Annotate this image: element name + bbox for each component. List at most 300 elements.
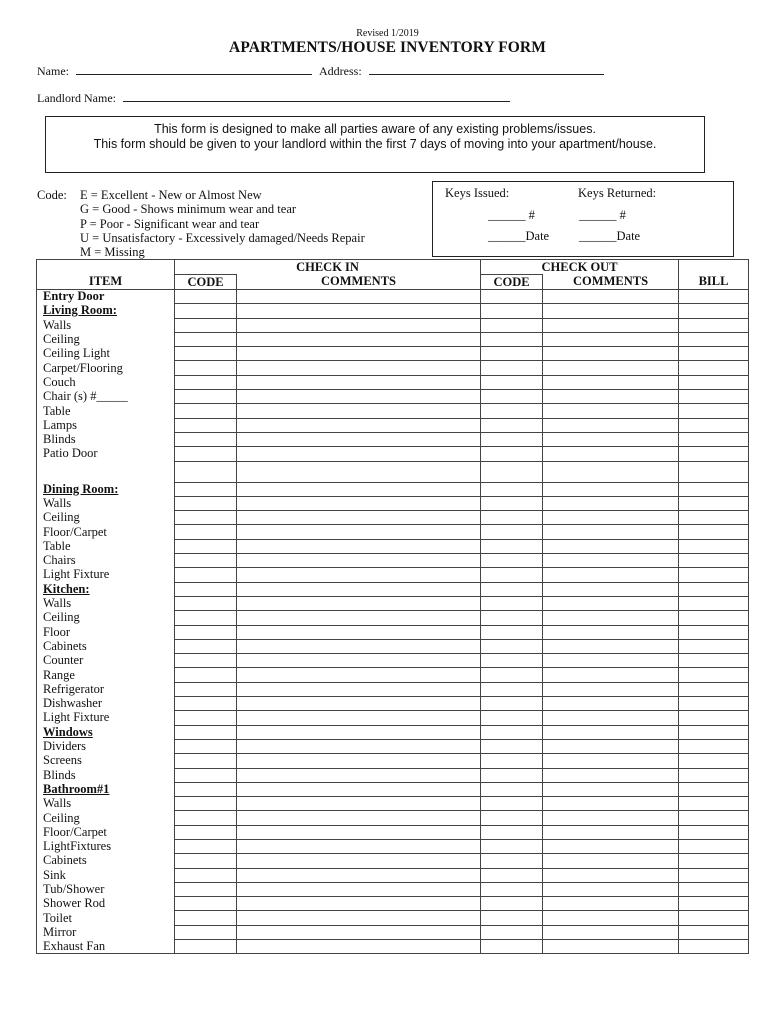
check-in-comments-cell[interactable] [237,582,481,596]
bill-cell[interactable] [679,511,749,525]
check-in-code-cell[interactable] [175,596,237,610]
table-row [37,361,749,375]
item-label: Tub/Shower [37,882,175,896]
check-out-comments-cell[interactable] [543,725,679,739]
address-field[interactable] [369,65,604,75]
check-in-comments-cell[interactable] [237,911,481,925]
bill-cell[interactable] [679,582,749,596]
check-in-comments-cell[interactable] [237,418,481,432]
check-out-code-cell[interactable] [481,768,543,782]
check-out-code-cell[interactable] [481,754,543,768]
check-out-comments-cell[interactable] [543,754,679,768]
check-in-comments-cell[interactable] [237,625,481,639]
check-out-comments-cell[interactable] [543,811,679,825]
check-in-code-cell[interactable] [175,304,237,318]
table-row [37,404,749,418]
table-row [37,911,749,925]
item-label: Bathroom#1 [37,782,175,796]
table-row [37,432,749,446]
check-out-code-cell[interactable] [481,868,543,882]
item-label: Chair (s) #_____ [37,390,175,404]
check-in-comments-cell[interactable] [237,754,481,768]
code-unsatisfactory: U = Unsatisfactory - Excessively damaged/Needs Repair [80,230,365,245]
check-out-code-cell[interactable] [481,332,543,346]
check-out-comments-cell[interactable] [543,911,679,925]
bill-cell[interactable] [679,839,749,853]
check-in-code-cell[interactable] [175,782,237,796]
check-in-code-cell[interactable] [175,725,237,739]
check-out-code-cell[interactable] [481,404,543,418]
check-in-code-cell[interactable] [175,839,237,853]
check-out-code-cell[interactable] [481,911,543,925]
check-out-comments-cell[interactable] [543,682,679,696]
item-label: Chairs [37,554,175,568]
check-in-code-cell[interactable] [175,897,237,911]
check-in-comments-cell[interactable] [237,390,481,404]
check-out-code-cell[interactable] [481,568,543,582]
check-in-code-cell[interactable] [175,361,237,375]
bill-cell[interactable] [679,654,749,668]
check-in-code-cell[interactable] [175,625,237,639]
table-row [37,525,749,539]
bill-cell[interactable] [679,461,749,482]
bill-cell[interactable] [679,797,749,811]
check-out-comments-cell[interactable] [543,797,679,811]
check-out-code-cell[interactable] [481,539,543,553]
bill-cell[interactable] [679,854,749,868]
check-out-comments-cell[interactable] [543,882,679,896]
check-in-code-cell[interactable] [175,347,237,361]
check-in-comments-cell[interactable] [237,554,481,568]
bill-cell[interactable] [679,725,749,739]
table-row [37,825,749,839]
item-label: Couch [37,375,175,389]
code-label: Code: [37,188,67,202]
keys-issued-count[interactable]: ______ # [488,208,535,222]
table-row [37,725,749,739]
table-row [37,782,749,796]
check-out-comments-cell[interactable] [543,925,679,939]
check-in-code-cell[interactable] [175,811,237,825]
check-in-code-cell[interactable] [175,882,237,896]
bill-cell[interactable] [679,304,749,318]
item-label: Ceiling [37,611,175,625]
check-out-code-cell[interactable] [481,811,543,825]
check-out-code-cell[interactable] [481,839,543,853]
check-out-code-cell[interactable] [481,290,543,304]
check-in-comments-cell[interactable] [237,525,481,539]
check-out-code-cell[interactable] [481,361,543,375]
check-out-comments-cell[interactable] [543,290,679,304]
bill-cell[interactable] [679,782,749,796]
table-row [37,539,749,553]
bill-cell[interactable] [679,825,749,839]
bill-cell[interactable] [679,754,749,768]
check-out-code-cell[interactable] [481,596,543,610]
check-out-comments-cell[interactable] [543,697,679,711]
check-out-code-cell[interactable] [481,854,543,868]
check-out-code-cell[interactable] [481,725,543,739]
table-row [37,868,749,882]
bill-cell[interactable] [679,390,749,404]
code-poor: P = Poor - Significant wear and tear [80,216,260,231]
check-out-code-cell[interactable] [481,682,543,696]
check-in-comments-cell[interactable] [237,697,481,711]
notice-line-2: This form should be given to your landlord within the first 7 days of moving into your apartment/house. [93,137,657,151]
check-in-comments-cell[interactable] [237,839,481,853]
code-legend [80,188,365,259]
check-in-code-cell[interactable] [175,554,237,568]
check-out-code-header: CODE [481,275,543,290]
check-out-code-cell[interactable] [481,582,543,596]
check-out-comments-cell[interactable] [543,525,679,539]
bill-cell[interactable] [679,611,749,625]
table-row [37,596,749,610]
check-in-comments-cell[interactable] [237,668,481,682]
check-in-code-cell[interactable] [175,404,237,418]
item-label: Walls [37,318,175,332]
table-row [37,768,749,782]
check-out-code-cell[interactable] [481,668,543,682]
bill-cell[interactable] [679,811,749,825]
table-row [37,511,749,525]
check-in-code-cell[interactable] [175,539,237,553]
check-in-comments-cell[interactable] [237,825,481,839]
bill-cell[interactable] [679,697,749,711]
item-label: Table [37,539,175,553]
check-out-code-cell[interactable] [481,318,543,332]
table-row [37,347,749,361]
check-out-code-cell[interactable] [481,882,543,896]
check-in-code-cell[interactable] [175,768,237,782]
bill-cell[interactable] [679,768,749,782]
check-in-comments-cell[interactable] [237,304,481,318]
check-out-comments-cell[interactable] [543,582,679,596]
check-in-code-cell[interactable] [175,290,237,304]
check-in-comments-cell[interactable] [237,611,481,625]
check-out-comments-cell[interactable] [543,418,679,432]
check-out-code-cell[interactable] [481,418,543,432]
check-in-code-cell[interactable] [175,711,237,725]
check-in-code-cell[interactable] [175,332,237,346]
check-in-comments-cell[interactable] [237,375,481,389]
check-out-comments-cell[interactable] [543,868,679,882]
check-in-comments-cell[interactable] [237,897,481,911]
check-out-comments-cell[interactable] [543,318,679,332]
check-in-code-cell[interactable] [175,482,237,496]
check-in-code-cell[interactable] [175,418,237,432]
check-in-comments-cell[interactable] [237,797,481,811]
bill-cell[interactable] [679,482,749,496]
check-out-code-cell[interactable] [481,654,543,668]
check-in-comments-cell[interactable] [237,496,481,510]
check-out-comments-cell[interactable] [543,739,679,753]
check-out-comments-cell[interactable] [543,568,679,582]
check-in-code-cell[interactable] [175,754,237,768]
check-in-code-header: CODE [175,275,237,290]
item-label: Exhaust Fan [37,940,175,954]
check-out-comments-cell[interactable] [543,611,679,625]
keys-issued-label: Keys Issued: [445,186,510,200]
check-in-code-cell[interactable] [175,318,237,332]
check-out-comments-cell[interactable] [543,304,679,318]
check-out-code-cell[interactable] [481,432,543,446]
bill-cell[interactable] [679,347,749,361]
check-in-comments-cell[interactable] [237,482,481,496]
check-out-comments-cell[interactable] [543,432,679,446]
bill-cell[interactable] [679,940,749,954]
bill-cell[interactable] [679,868,749,882]
check-out-code-cell[interactable] [481,347,543,361]
check-in-code-cell[interactable] [175,582,237,596]
check-in-comments-cell[interactable] [237,739,481,753]
check-out-comments-cell[interactable] [543,482,679,496]
check-in-code-cell[interactable] [175,868,237,882]
bill-cell[interactable] [679,539,749,553]
item-label: Cabinets [37,854,175,868]
check-in-code-cell[interactable] [175,911,237,925]
check-in-code-cell[interactable] [175,432,237,446]
check-out-comments-cell[interactable] [543,461,679,482]
check-out-code-cell[interactable] [481,711,543,725]
item-label: LightFixtures [37,839,175,853]
check-in-comments-cell[interactable] [237,725,481,739]
bill-cell[interactable] [679,554,749,568]
check-in-comments-cell[interactable] [237,639,481,653]
table-row [37,811,749,825]
check-in-comments-cell[interactable] [237,404,481,418]
bill-cell[interactable] [679,625,749,639]
bill-cell[interactable] [679,682,749,696]
check-in-comments-cell[interactable] [237,768,481,782]
bill-cell[interactable] [679,911,749,925]
keys-returned-count[interactable]: ______ # [579,208,626,222]
table-row [37,697,749,711]
item-label: Carpet/Flooring [37,361,175,375]
check-out-comments-cell[interactable] [543,539,679,553]
check-in-code-cell[interactable] [175,611,237,625]
bill-cell[interactable] [679,318,749,332]
check-out-code-cell[interactable] [481,554,543,568]
bill-cell[interactable] [679,668,749,682]
item-label: Lamps [37,418,175,432]
check-in-comments-cell[interactable] [237,361,481,375]
check-out-code-cell[interactable] [481,511,543,525]
check-in-comments-cell[interactable] [237,596,481,610]
check-out-comments-cell[interactable] [543,782,679,796]
bill-cell[interactable] [679,361,749,375]
bill-cell[interactable] [679,332,749,346]
check-out-header: CHECK OUT [481,260,679,275]
name-field[interactable] [76,65,312,75]
check-out-comments-cell[interactable] [543,625,679,639]
check-in-code-cell[interactable] [175,447,237,461]
table-row [37,739,749,753]
bill-cell[interactable] [679,418,749,432]
check-out-code-cell[interactable] [481,639,543,653]
table-row [37,639,749,653]
item-label: Floor/Carpet [37,825,175,839]
check-out-comments-cell[interactable] [543,668,679,682]
notice-box [45,116,705,173]
check-in-code-cell[interactable] [175,682,237,696]
check-in-comments-cell[interactable] [237,811,481,825]
bill-cell[interactable] [679,568,749,582]
bill-cell[interactable] [679,711,749,725]
check-out-comments-cell[interactable] [543,511,679,525]
table-row [37,897,749,911]
check-in-comments-cell[interactable] [237,568,481,582]
check-out-comments-cell[interactable] [543,854,679,868]
bill-cell[interactable] [679,882,749,896]
landlord-label: Landlord Name: [37,91,116,105]
check-in-code-cell[interactable] [175,654,237,668]
bill-cell[interactable] [679,496,749,510]
bill-cell[interactable] [679,432,749,446]
check-in-code-cell[interactable] [175,668,237,682]
keys-returned-date[interactable]: ______Date [579,229,641,243]
item-label: Cabinets [37,639,175,653]
check-in-code-cell[interactable] [175,496,237,510]
check-in-comments-cell[interactable] [237,868,481,882]
keys-returned-label: Keys Returned: [578,186,657,200]
item-label: Floor [37,625,175,639]
check-out-comments-cell[interactable] [543,496,679,510]
check-in-code-cell[interactable] [175,511,237,525]
check-in-code-cell[interactable] [175,739,237,753]
check-in-code-cell[interactable] [175,825,237,839]
bill-cell[interactable] [679,739,749,753]
check-out-code-cell[interactable] [481,739,543,753]
check-in-comments-cell[interactable] [237,290,481,304]
item-label [37,461,175,482]
item-label: Ceiling [37,332,175,346]
check-out-comments-cell[interactable] [543,940,679,954]
landlord-field[interactable] [123,92,510,102]
check-in-code-cell[interactable] [175,525,237,539]
check-out-code-cell[interactable] [481,925,543,939]
check-in-comments-cell[interactable] [237,332,481,346]
check-out-comments-cell[interactable] [543,596,679,610]
check-in-code-cell[interactable] [175,390,237,404]
check-out-comments-cell[interactable] [543,347,679,361]
table-row [37,682,749,696]
check-in-code-cell[interactable] [175,940,237,954]
check-in-code-cell[interactable] [175,797,237,811]
check-out-code-cell[interactable] [481,940,543,954]
bill-cell[interactable] [679,375,749,389]
bill-cell[interactable] [679,897,749,911]
table-row [37,611,749,625]
check-out-code-cell[interactable] [481,797,543,811]
check-in-comments-cell[interactable] [237,318,481,332]
check-in-comments-cell[interactable] [237,654,481,668]
item-label: Counter [37,654,175,668]
check-out-comments-cell[interactable] [543,839,679,853]
check-out-comments-cell[interactable] [543,375,679,389]
bill-cell[interactable] [679,525,749,539]
item-label: Screens [37,754,175,768]
check-out-code-cell[interactable] [481,390,543,404]
bill-cell[interactable] [679,404,749,418]
table-row [37,925,749,939]
check-out-code-cell[interactable] [481,897,543,911]
check-in-comments-cell[interactable] [237,940,481,954]
item-label: Refrigerator [37,682,175,696]
check-in-code-cell[interactable] [175,639,237,653]
check-out-comments-cell[interactable] [543,361,679,375]
check-in-comments-cell[interactable] [237,782,481,796]
check-out-comments-cell[interactable] [543,825,679,839]
check-in-comments-cell[interactable] [237,461,481,482]
check-out-code-cell[interactable] [481,461,543,482]
bill-cell[interactable] [679,596,749,610]
check-out-comments-cell[interactable] [543,332,679,346]
check-in-comments-cell[interactable] [237,682,481,696]
item-header: ITEM [37,275,175,290]
keys-issued-date[interactable]: ______Date [488,229,550,243]
check-out-comments-cell[interactable] [543,711,679,725]
table-row [37,375,749,389]
check-in-comments-cell[interactable] [237,711,481,725]
check-in-comments-cell[interactable] [237,432,481,446]
check-in-comments-cell[interactable] [237,447,481,461]
check-in-code-cell[interactable] [175,461,237,482]
check-out-code-cell[interactable] [481,611,543,625]
bill-cell[interactable] [679,639,749,653]
check-in-code-cell[interactable] [175,568,237,582]
bill-cell[interactable] [679,290,749,304]
check-out-comments-cell[interactable] [543,768,679,782]
check-out-code-cell[interactable] [481,482,543,496]
check-out-code-cell[interactable] [481,304,543,318]
check-in-comments-cell[interactable] [237,511,481,525]
check-in-code-cell[interactable] [175,854,237,868]
check-out-code-cell[interactable] [481,782,543,796]
check-out-comments-cell[interactable] [543,639,679,653]
check-in-comments-cell[interactable] [237,854,481,868]
check-out-code-cell[interactable] [481,697,543,711]
check-out-code-cell[interactable] [481,496,543,510]
check-in-code-cell[interactable] [175,925,237,939]
check-out-comments-cell[interactable] [543,447,679,461]
check-in-code-cell[interactable] [175,697,237,711]
bill-header: BILL [679,275,749,290]
check-out-code-cell[interactable] [481,525,543,539]
bill-cell[interactable] [679,447,749,461]
check-out-code-cell[interactable] [481,375,543,389]
check-out-comments-cell[interactable] [543,897,679,911]
check-in-comments-cell[interactable] [237,882,481,896]
check-out-comments-cell[interactable] [543,390,679,404]
bill-cell[interactable] [679,925,749,939]
check-out-comments-cell[interactable] [543,404,679,418]
name-label: Name: [37,64,69,78]
check-in-comments-cell[interactable] [237,347,481,361]
check-out-comments-cell[interactable] [543,554,679,568]
check-out-code-cell[interactable] [481,447,543,461]
check-in-comments-cell[interactable] [237,925,481,939]
item-header-blank [37,260,175,275]
check-out-comments-cell[interactable] [543,654,679,668]
item-label: Living Room: [37,304,175,318]
table-row [37,418,749,432]
check-out-code-cell[interactable] [481,825,543,839]
revised-date: Revised 1/2019 [356,28,419,39]
check-in-comments-cell[interactable] [237,539,481,553]
check-in-code-cell[interactable] [175,375,237,389]
check-out-code-cell[interactable] [481,625,543,639]
